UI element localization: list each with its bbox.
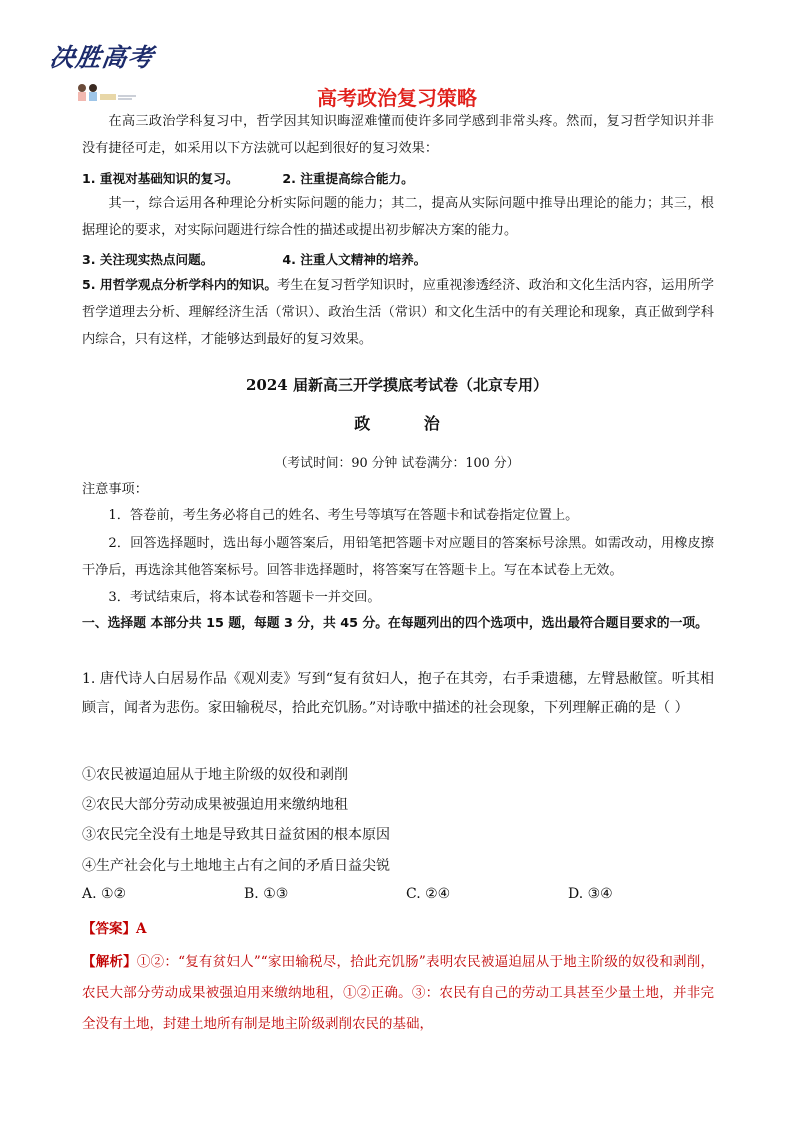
strategy-point-2: 2. 注重提高综合能力。 [282, 171, 414, 186]
strategy-point-2-detail: 其一，综合运用各种理论分析实际问题的能力；其二，提高从实际问题中推导出理论的能力；其三，根据理论的要求，对实际问题进行综合性的描述或提出初步解决方案的能力。 [82, 196, 714, 238]
exam-title: 2024 届新高三开学摸底考试卷（北京专用） [246, 376, 548, 394]
notice-3: 3．考试结束后，将本试卷和答题卡一并交回。 [108, 590, 381, 605]
exam-subject-char-1: 政 [354, 414, 371, 433]
strategy-points-row-2 [82, 249, 426, 268]
strategy-points-row-1 [82, 168, 414, 187]
question-stem: 1. 唐代诗人白居易作品《观刈麦》写到“复有贫妇人，抱子在其旁，右手秉遗穗，左臂悬敝筐。听其相顾言，闻者为悲伤。家田输税尽，拾此充饥肠。”对诗歌中描述的社会现象，下列理解正确的是（ ） [82, 671, 714, 716]
question-item-1: ①农民被逼迫屈从于地主阶级的奴役和剥削 [82, 767, 348, 783]
exam-subject [0, 411, 794, 434]
question-item-3: ③农民完全没有土地是导致其日益贫困的根本原因 [82, 827, 390, 843]
strategy-point-3: 3. 关注现实热点问题。 [82, 252, 214, 267]
analysis-text [82, 947, 714, 1040]
analysis-label: 【解析】 [82, 954, 137, 970]
logo-text: 决胜高考 [47, 43, 156, 72]
strategy-point-4: 4. 注重人文精神的培养。 [282, 252, 427, 267]
exam-subject-char-2: 治 [423, 414, 440, 433]
notice-2: 2．回答选择题时，选出每小题答案后，用铅笔把答题卡对应题目的答案标号涂黑。如需改动，用橡皮擦干净后，再选涂其他答案标号。回答非选择题时，将答案写在答题卡上。写在本试卷上无效。 [82, 536, 714, 578]
option-c[interactable]: C. ②④ [406, 886, 451, 902]
strategy-title: 高考政治复习策略 [317, 86, 477, 110]
notice-label: 注意事项： [82, 482, 148, 497]
option-b[interactable]: B. ①③ [244, 886, 289, 902]
option-a[interactable]: A. ①② [82, 886, 127, 902]
strategy-point-5-body: 考生在复习哲学知识时，应重视渗透经济、政治和文化生活内容，运用所学哲学道理去分析、理解经济生活（常识）、政治生活（常识）和文化生活中的有关理论和现象，真正做到学科内综合，只有这样，才能够达到最好的复习效果。 [82, 278, 714, 347]
exam-time-info: （考试时间：90 分钟 试卷满分：100 分） [274, 456, 520, 471]
strategy-point-5-head: 5. 用哲学观点分析学科内的知识。 [82, 277, 278, 292]
question-item-4: ④生产社会化与土地地主占有之间的矛盾日益尖锐 [82, 858, 390, 874]
strategy-intro: 在高三政治学科复习中，哲学因其知识晦涩难懂而使许多同学感到非常头疼。然而，复习哲学知识并非没有捷径可走，如采用以下方法就可以起到很好的复习效果： [82, 114, 714, 156]
strategy-point-5 [82, 271, 714, 353]
section-title: 一、选择题 本部分共 15 题，每题 3 分，共 45 分。在每题列出的四个选项中，选出最符合题目要求的一项。 [82, 616, 708, 631]
answer-line: 【答案】A [82, 921, 147, 937]
analysis-body: ①②：“复有贫妇人”“家田输税尽，拾此充饥肠”表明农民被逼迫屈从于地主阶级的奴役和剥削，农民大部分劳动成果被强迫用来缴纳地租，①②正确。③：农民有自己的劳动工具甚至少量土地，并非完全没有土地，封建土地所有制是地主阶级剥削农民的基础， [82, 954, 714, 1032]
strategy-point-1: 1. 重视对基础知识的复习。 [82, 171, 239, 186]
notice-1: 1．答卷前，考生务必将自己的姓名、考生号等填写在答题卡和试卷指定位置上。 [108, 508, 579, 523]
option-d[interactable]: D. ③④ [568, 886, 613, 902]
question-item-2: ②农民大部分劳动成果被强迫用来缴纳地租 [82, 797, 348, 813]
